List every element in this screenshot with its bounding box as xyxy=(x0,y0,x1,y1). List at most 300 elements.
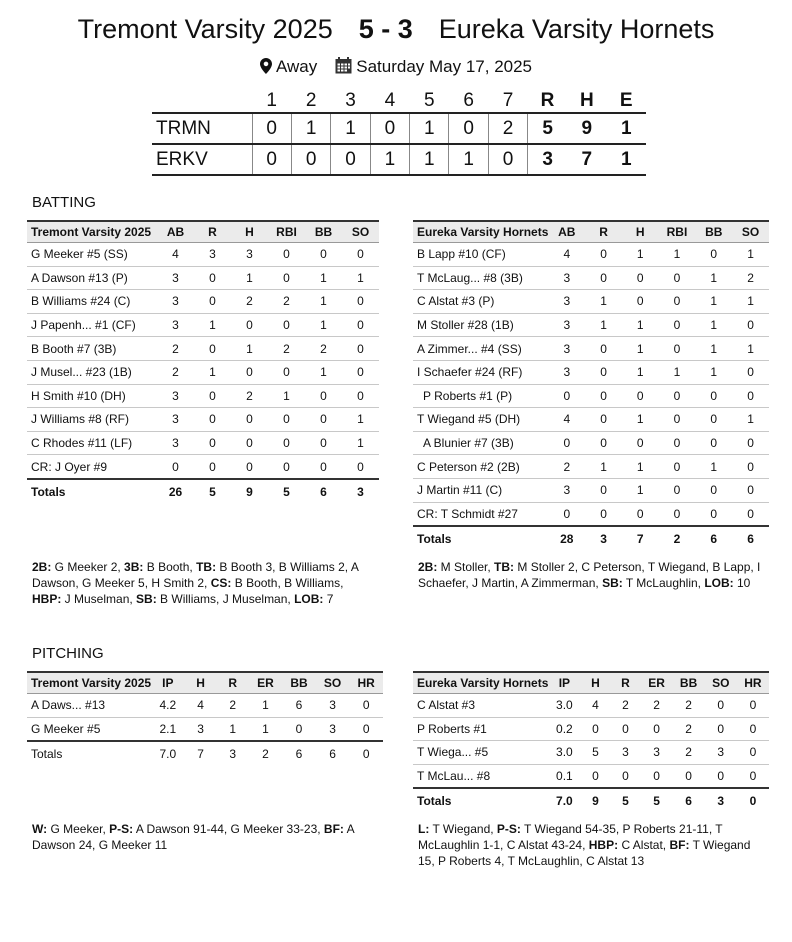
col-header: IP xyxy=(151,672,184,694)
pitching-rows xyxy=(413,694,769,789)
stat-cell: 3 xyxy=(316,717,350,741)
player-name: C Alstat #3 xyxy=(413,694,548,718)
total-runs: 3 xyxy=(528,144,567,175)
stat-cell: 0 xyxy=(268,455,305,479)
stat-cell: 0 xyxy=(548,502,585,526)
player-name: B Williams #24 (C) xyxy=(27,290,157,314)
team-name-header: Eureka Varsity Hornets xyxy=(413,221,548,243)
stat-cell: 0 xyxy=(732,455,769,479)
map-pin-icon xyxy=(260,58,272,79)
inning-runs: 0 xyxy=(252,144,291,175)
pitching-rows xyxy=(27,694,383,742)
col-header: SO xyxy=(342,221,379,243)
player-name: A Daws... #13 xyxy=(27,694,151,718)
batting-header-row xyxy=(27,221,379,243)
stat-cell: 0 xyxy=(695,384,732,408)
stat-cell: 3 xyxy=(342,479,379,504)
stat-cell: 0 xyxy=(641,717,673,741)
pitching-header-row xyxy=(413,672,769,694)
col-header: R xyxy=(194,221,231,243)
runs-header: R xyxy=(540,90,555,111)
table-row xyxy=(413,384,769,408)
note-label: W: xyxy=(32,822,48,836)
stat-cell: 2.1 xyxy=(151,717,184,741)
inning-runs: 2 xyxy=(488,113,527,144)
totals-row xyxy=(413,526,769,551)
note-text: B Williams, J Muselman, xyxy=(156,592,295,606)
stat-cell: 1 xyxy=(305,290,342,314)
stat-cell: 1 xyxy=(695,455,732,479)
note-text: J Muselman, xyxy=(61,592,137,606)
stat-cell: 1 xyxy=(585,455,622,479)
totals-label: Totals xyxy=(27,741,151,766)
player-name: P Roberts #1 (P) xyxy=(413,384,548,408)
player-name: CR: J Oyer #9 xyxy=(27,455,157,479)
stat-cell: 0 xyxy=(732,478,769,502)
stat-cell: 1 xyxy=(695,337,732,361)
inning-runs: 0 xyxy=(488,144,527,175)
stat-cell: 2 xyxy=(673,694,705,718)
stat-cell: 0 xyxy=(342,290,379,314)
stat-cell: 0 xyxy=(659,384,696,408)
stat-cell: 3 xyxy=(217,741,249,766)
stat-cell: 7.0 xyxy=(151,741,184,766)
table-row xyxy=(413,408,769,432)
note-text: 10 xyxy=(733,576,751,590)
note-text: M Stoller 2, C Peterson, T Wiegand, B Lapp, I Schaefer, J Martin, A Zimmerman, xyxy=(418,560,761,590)
eureka-batting-notes xyxy=(418,559,770,591)
stat-cell: 0 xyxy=(732,360,769,384)
stat-cell: 0 xyxy=(231,431,268,455)
stat-cell: 0 xyxy=(622,431,659,455)
totals-row xyxy=(413,788,769,813)
stat-cell: 28 xyxy=(548,526,585,551)
stat-cell: 5 xyxy=(641,788,673,813)
stat-cell: 2 xyxy=(268,290,305,314)
location-label: Away xyxy=(275,57,318,76)
stat-cell: 6 xyxy=(282,741,316,766)
note-text: B Booth, B Williams, xyxy=(231,576,344,590)
table-row xyxy=(413,694,769,718)
table-row xyxy=(413,266,769,290)
stat-cell: 0 xyxy=(737,788,769,813)
stat-cell: 3 xyxy=(610,741,640,765)
note-label: TB: xyxy=(196,560,217,574)
final-score: 5 - 3 xyxy=(358,14,413,44)
col-header: H xyxy=(185,672,217,694)
stat-cell: 0 xyxy=(737,717,769,741)
stat-cell: 3 xyxy=(157,266,194,290)
stat-cell: 1 xyxy=(695,313,732,337)
table-row xyxy=(27,243,379,267)
stat-cell: 0 xyxy=(194,408,231,432)
stat-cell: 0 xyxy=(705,764,737,788)
note-label: P-S: xyxy=(496,822,521,836)
errors-header: E xyxy=(619,90,633,111)
table-row xyxy=(27,266,379,290)
stat-cell: 3 xyxy=(185,717,217,741)
player-name: A Blunier #7 (3B) xyxy=(413,431,548,455)
inning-header: 2 xyxy=(305,90,317,111)
stat-cell: 0 xyxy=(695,431,732,455)
totals-label: Totals xyxy=(413,526,548,551)
stat-cell: 2 xyxy=(732,266,769,290)
team-name-header: Eureka Varsity Hornets xyxy=(413,672,548,694)
stat-cell: 0 xyxy=(305,243,342,267)
col-header: RBI xyxy=(268,221,305,243)
stat-cell: 1 xyxy=(305,360,342,384)
stat-cell: 3 xyxy=(548,337,585,361)
eureka-pitching-table xyxy=(413,671,769,813)
stat-cell: 0 xyxy=(695,502,732,526)
note-label: 3B: xyxy=(124,560,144,574)
note-text: C Alstat, xyxy=(618,838,670,852)
col-header: SO xyxy=(705,672,737,694)
totals-row xyxy=(27,479,379,504)
col-header: BB xyxy=(673,672,705,694)
note-label: 2B: xyxy=(418,560,438,574)
player-name: M Stoller #28 (1B) xyxy=(413,313,548,337)
inning-header: 7 xyxy=(502,90,514,111)
totals-label: Totals xyxy=(413,788,548,813)
player-name: G Meeker #5 xyxy=(27,717,151,741)
stat-cell: 0 xyxy=(659,478,696,502)
stat-cell: 0 xyxy=(732,384,769,408)
inning-runs: 1 xyxy=(370,144,409,175)
col-header: R xyxy=(585,221,622,243)
stat-cell: 0 xyxy=(268,243,305,267)
stat-cell: 1 xyxy=(622,478,659,502)
stat-cell: 0 xyxy=(342,313,379,337)
table-row xyxy=(27,290,379,314)
stat-cell: 2 xyxy=(641,694,673,718)
stat-cell: 2 xyxy=(157,360,194,384)
stat-cell: 0 xyxy=(732,431,769,455)
stat-cell: 1 xyxy=(622,360,659,384)
player-name: T Wiegand #5 (DH) xyxy=(413,408,548,432)
inning-header: 4 xyxy=(384,90,396,111)
stat-cell: 0 xyxy=(585,408,622,432)
table-row xyxy=(413,502,769,526)
note-text: B Booth, xyxy=(143,560,197,574)
stat-cell: 0 xyxy=(305,455,342,479)
player-name: T Wiega... #5 xyxy=(413,741,548,765)
note-label: HBP: xyxy=(588,838,619,852)
player-name: C Alstat #3 (P) xyxy=(413,290,548,314)
stat-cell: 0 xyxy=(231,360,268,384)
stat-cell: 0 xyxy=(194,431,231,455)
note-label: CS: xyxy=(210,576,232,590)
stat-cell: 1 xyxy=(622,243,659,267)
stat-cell: 0 xyxy=(548,384,585,408)
stat-cell: 9 xyxy=(580,788,610,813)
table-row xyxy=(413,764,769,788)
line-score-team-header xyxy=(152,90,252,113)
note-label: LOB: xyxy=(294,592,324,606)
note-label: LOB: xyxy=(704,576,734,590)
stat-cell: 0 xyxy=(659,431,696,455)
col-header: HR xyxy=(349,672,383,694)
total-hits: 7 xyxy=(567,144,606,175)
stat-cell: 2 xyxy=(673,717,705,741)
stat-cell: 0 xyxy=(231,455,268,479)
team-name-header: Tremont Varsity 2025 xyxy=(27,221,157,243)
note-label: P-S: xyxy=(109,822,134,836)
stat-cell: 3 xyxy=(194,243,231,267)
stat-cell: 0 xyxy=(342,360,379,384)
inning-runs: 1 xyxy=(410,113,449,144)
player-name: CR: T Schmidt #27 xyxy=(413,502,548,526)
stat-cell: 9 xyxy=(231,479,268,504)
table-row xyxy=(27,694,383,718)
table-row xyxy=(413,741,769,765)
note-label: HBP: xyxy=(32,592,62,606)
player-name: J Papenh... #1 (CF) xyxy=(27,313,157,337)
stat-cell: 0 xyxy=(622,290,659,314)
stat-cell: 1 xyxy=(585,313,622,337)
stat-cell: 0 xyxy=(585,337,622,361)
table-row xyxy=(413,478,769,502)
stat-cell: 0 xyxy=(659,337,696,361)
player-name: C Peterson #2 (2B) xyxy=(413,455,548,479)
stat-cell: 2 xyxy=(673,741,705,765)
stat-cell: 1 xyxy=(342,431,379,455)
stat-cell: 7.0 xyxy=(548,788,580,813)
table-row xyxy=(413,455,769,479)
table-row xyxy=(27,717,383,741)
player-name: J Martin #11 (C) xyxy=(413,478,548,502)
stat-cell: 5 xyxy=(580,741,610,765)
stat-cell: 6 xyxy=(673,788,705,813)
pitching-header-row xyxy=(27,672,383,694)
stat-cell: 0 xyxy=(548,431,585,455)
stat-cell: 1 xyxy=(249,717,282,741)
table-row xyxy=(413,243,769,267)
inning-runs: 1 xyxy=(449,144,488,175)
line-score-table xyxy=(152,90,646,176)
player-name: J Musel... #23 (1B) xyxy=(27,360,157,384)
player-name: C Rhodes #11 (LF) xyxy=(27,431,157,455)
stat-cell: 0 xyxy=(705,717,737,741)
table-row xyxy=(413,360,769,384)
stat-cell: 0 xyxy=(268,408,305,432)
note-text: 7 xyxy=(323,592,334,606)
stat-cell: 1 xyxy=(732,337,769,361)
col-header: HR xyxy=(737,672,769,694)
home-team-name: Tremont Varsity 2025 xyxy=(77,14,333,44)
stat-cell: 4 xyxy=(548,243,585,267)
stat-cell: 0 xyxy=(268,313,305,337)
note-label: SB: xyxy=(136,592,157,606)
player-name: T McLau... #8 xyxy=(413,764,548,788)
line-score-row xyxy=(152,113,646,144)
stat-cell: 0 xyxy=(194,384,231,408)
table-row xyxy=(413,717,769,741)
table-row xyxy=(413,337,769,361)
stat-cell: 2 xyxy=(610,694,640,718)
note-label: TB: xyxy=(494,560,515,574)
inning-runs: 1 xyxy=(291,113,330,144)
stat-cell: 4 xyxy=(185,694,217,718)
stat-cell: 0 xyxy=(194,455,231,479)
note-text: T Wiegand 15, P Roberts 4, T McLaughlin, C Alstat 13 xyxy=(418,838,751,868)
stat-cell: 3 xyxy=(548,290,585,314)
stat-cell: 3 xyxy=(585,526,622,551)
stat-cell: 0 xyxy=(732,502,769,526)
stat-cell: 3 xyxy=(316,694,350,718)
eureka-batting-table xyxy=(413,220,769,551)
note-text: T McLaughlin, xyxy=(622,576,705,590)
away-team-name: Eureka Varsity Hornets xyxy=(438,14,715,44)
stat-cell: 0 xyxy=(194,290,231,314)
col-header: R xyxy=(217,672,249,694)
stat-cell: 0 xyxy=(622,502,659,526)
stat-cell: 0 xyxy=(659,313,696,337)
inning-runs: 0 xyxy=(370,113,409,144)
inning-runs: 0 xyxy=(291,144,330,175)
stat-cell: 6 xyxy=(316,741,350,766)
stat-cell: 1 xyxy=(695,266,732,290)
stat-cell: 3 xyxy=(705,788,737,813)
note-text: T Wiegand 54-35, P Roberts 21-11, T McLaughlin 1-1, C Alstat 43-24, xyxy=(418,822,723,852)
inning-runs: 1 xyxy=(331,113,370,144)
col-header: H xyxy=(580,672,610,694)
stat-cell: 0 xyxy=(585,243,622,267)
stat-cell: 1 xyxy=(194,313,231,337)
stat-cell: 0 xyxy=(695,478,732,502)
stat-cell: 3 xyxy=(705,741,737,765)
game-title xyxy=(0,14,792,45)
stat-cell: 3 xyxy=(157,431,194,455)
table-row xyxy=(27,408,379,432)
col-header: R xyxy=(610,672,640,694)
stat-cell: 3 xyxy=(548,478,585,502)
stat-cell: 3.0 xyxy=(548,694,580,718)
date-label: Saturday May 17, 2025 xyxy=(356,57,533,76)
stat-cell: 1 xyxy=(585,290,622,314)
stat-cell: 1 xyxy=(695,290,732,314)
stat-cell: 3 xyxy=(548,313,585,337)
player-name: B Lapp #10 (CF) xyxy=(413,243,548,267)
hits-header: H xyxy=(579,90,594,111)
stat-cell: 0 xyxy=(659,290,696,314)
player-name: A Zimmer... #4 (SS) xyxy=(413,337,548,361)
line-score-row xyxy=(152,144,646,175)
batting-section-title: BATTING xyxy=(32,194,96,211)
stat-cell: 0.1 xyxy=(548,764,580,788)
col-header: SO xyxy=(732,221,769,243)
note-text: G Meeker, xyxy=(47,822,110,836)
inning-runs: 1 xyxy=(410,144,449,175)
stat-cell: 0 xyxy=(585,478,622,502)
tremont-batting-table xyxy=(27,220,379,504)
stat-cell: 3.0 xyxy=(548,741,580,765)
stat-cell: 0 xyxy=(695,243,732,267)
stat-cell: 0 xyxy=(585,502,622,526)
note-label: L: xyxy=(418,822,430,836)
stat-cell: 1 xyxy=(732,408,769,432)
pitching-section-title: PITCHING xyxy=(32,645,104,662)
stat-cell: 0 xyxy=(268,360,305,384)
stat-cell: 6 xyxy=(732,526,769,551)
note-text: M Stoller, xyxy=(437,560,495,574)
player-name: I Schaefer #24 (RF) xyxy=(413,360,548,384)
stat-cell: 0 xyxy=(737,741,769,765)
stat-cell: 1 xyxy=(732,290,769,314)
line-score-team: TRMN xyxy=(152,113,252,144)
stat-cell: 3 xyxy=(157,384,194,408)
inning-header: 3 xyxy=(345,90,356,111)
player-name: G Meeker #5 (SS) xyxy=(27,243,157,267)
inning-header: 5 xyxy=(423,90,435,111)
tremont-batting-notes xyxy=(32,559,372,607)
stat-cell: 1 xyxy=(659,360,696,384)
total-errors: 1 xyxy=(607,113,646,144)
stat-cell: 5 xyxy=(194,479,231,504)
col-header: IP xyxy=(548,672,580,694)
tremont-pitching-notes xyxy=(32,821,377,853)
col-header: ER xyxy=(641,672,673,694)
totals-row xyxy=(27,741,383,766)
stat-cell: 0 xyxy=(342,337,379,361)
eureka-pitching-notes xyxy=(418,821,770,869)
player-name: B Booth #7 (3B) xyxy=(27,337,157,361)
stat-cell: 0 xyxy=(342,455,379,479)
stat-cell: 0 xyxy=(659,408,696,432)
stat-cell: 0 xyxy=(342,384,379,408)
stat-cell: 26 xyxy=(157,479,194,504)
stat-cell: 1 xyxy=(194,360,231,384)
stat-cell: 2 xyxy=(659,526,696,551)
batting-rows xyxy=(27,243,379,479)
tremont-pitching-table xyxy=(27,671,383,766)
inning-runs: 0 xyxy=(331,144,370,175)
inning-header: 6 xyxy=(463,90,474,111)
table-row xyxy=(413,313,769,337)
stat-cell: 0 xyxy=(305,431,342,455)
stat-cell: 0 xyxy=(705,694,737,718)
stat-cell: 0 xyxy=(580,764,610,788)
stat-cell: 7 xyxy=(622,526,659,551)
table-row xyxy=(27,313,379,337)
stat-cell: 0 xyxy=(732,313,769,337)
stat-cell: 0 xyxy=(659,266,696,290)
stat-cell: 0 xyxy=(622,266,659,290)
note-text: A Dawson 24, G Meeker 11 xyxy=(32,822,354,852)
stat-cell: 0 xyxy=(585,384,622,408)
stat-cell: 0 xyxy=(268,431,305,455)
stat-cell: 2 xyxy=(305,337,342,361)
stat-cell: 0 xyxy=(268,266,305,290)
stat-cell: 1 xyxy=(268,384,305,408)
stat-cell: 5 xyxy=(610,788,640,813)
stat-cell: 0 xyxy=(349,741,383,766)
stat-cell: 0 xyxy=(610,717,640,741)
note-text: B Booth 3, B Williams 2, A Dawson, G Meeker 5, H Smith 2, xyxy=(32,560,359,590)
stat-cell: 0 xyxy=(585,360,622,384)
batting-rows xyxy=(413,243,769,527)
stat-cell: 2 xyxy=(268,337,305,361)
stat-cell: 3 xyxy=(548,360,585,384)
stat-cell: 3 xyxy=(157,313,194,337)
stat-cell: 1 xyxy=(305,313,342,337)
total-runs: 5 xyxy=(528,113,567,144)
col-header: RBI xyxy=(659,221,696,243)
stat-cell: 0 xyxy=(695,408,732,432)
col-header: BB xyxy=(305,221,342,243)
team-name-header: Tremont Varsity 2025 xyxy=(27,672,151,694)
col-header: BB xyxy=(282,672,316,694)
